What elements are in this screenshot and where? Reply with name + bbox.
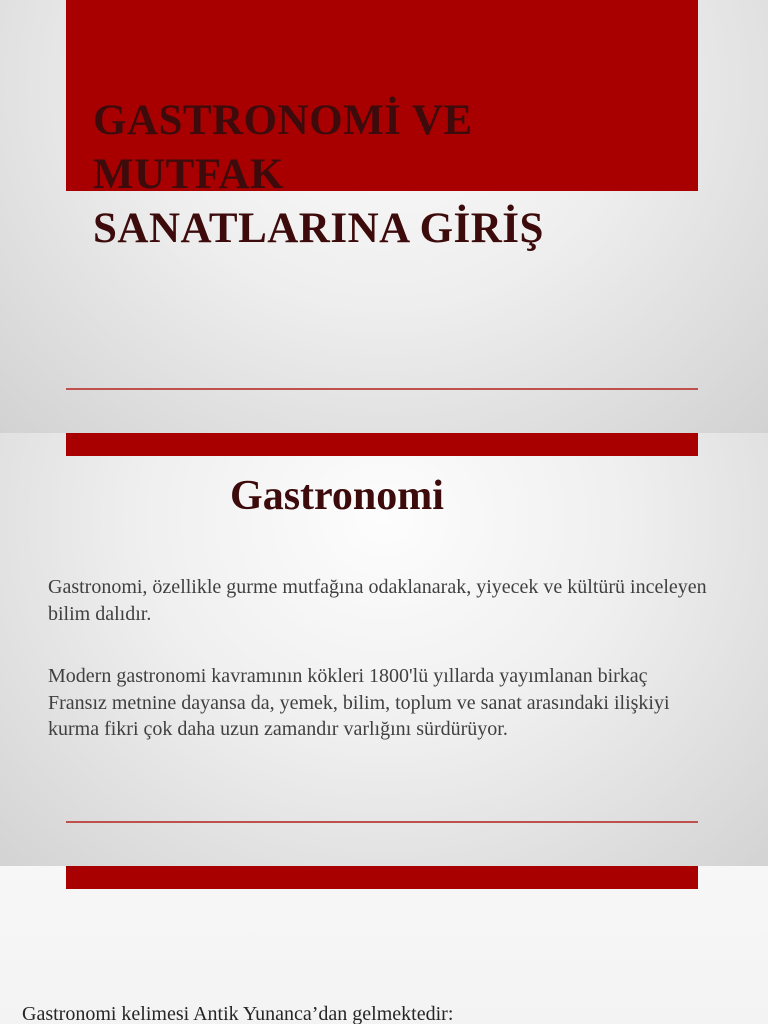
slide-top-bar (66, 866, 698, 889)
slide-title-line-3: SANATLARINA GİRİŞ (93, 205, 544, 252)
slide-title-line-1: GASTRONOMİ VE (93, 97, 473, 144)
slide-top-bar (66, 433, 698, 456)
slide-text: Gastronomi kelimesi Antik Yunanca’dan gelmektedir: (22, 1003, 454, 1024)
slide-title-line-2: MUTFAK (93, 151, 284, 198)
slide-divider (66, 388, 698, 390)
slide-paragraph-2: Modern gastronomi kavramının kökleri 1800'lü yıllarda yayımlanan birkaç Fransız metnine dayansa da, yemek, bilim, toplum ve sanat arasındaki ilişkiyi kurma fikri çok daha uzun zamandır varlığını sürdürüyor. (48, 665, 670, 740)
slide-title (93, 94, 693, 256)
slide-2 (0, 433, 768, 866)
slide-1 (0, 0, 768, 433)
slide-paragraph-1: Gastronomi, özellikle gurme mutfağına odaklanarak, yiyecek ve kültürü inceleyen bilim dalıdır. (48, 576, 707, 625)
slide-3 (0, 866, 768, 1024)
slide-heading: Gastronomi (230, 473, 444, 519)
slide-divider (66, 821, 698, 823)
